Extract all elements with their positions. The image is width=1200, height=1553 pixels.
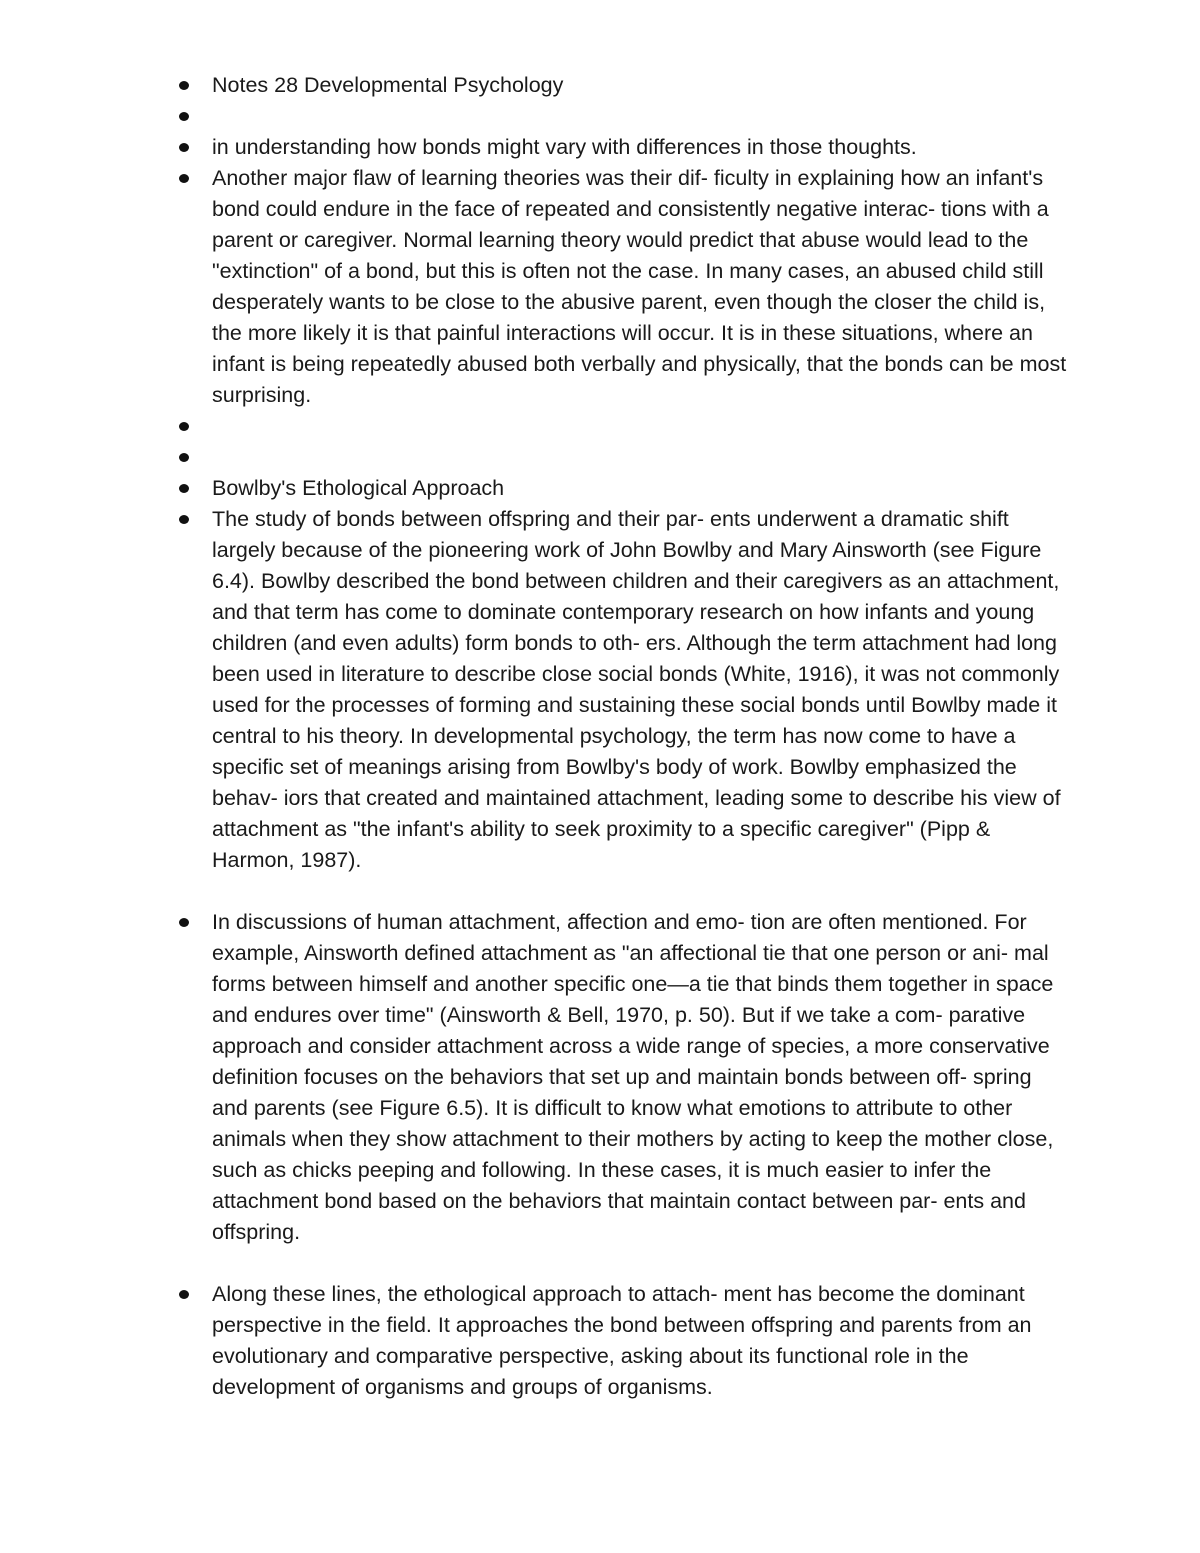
list-item [212, 163, 1072, 411]
list-item [212, 132, 1072, 163]
section-heading: Bowlby's Ethological Approach [212, 476, 505, 500]
bullet-icon [179, 143, 189, 152]
bullet-icon [179, 112, 189, 121]
list-item [212, 907, 1072, 1248]
bullet-icon [179, 453, 189, 462]
list-item-text: The study of bonds between offspring and their par- ents underwent a dramatic shift largely because of the pioneering work of John Bowlby and Mary Ainsworth (see Figure 6.4). Bowlby described the bond between children and their caregivers as an attachment, and that term has come to dominate contemporary research on how infants and young children (and even adults) form bonds to oth- ers. Although the term attachment had long been used in literature to describe close social bonds (White, 1916), it was not commonly used for the processes of forming and sustaining these social bonds until Bowlby made it central to his theory. In developmental psychology, the term has now come to have a specific set of meanings arising from Bowlby's body of work. Bowlby emphasized the behav- iors that created and maintained attachment, leading some to describe his view of attachment as "the infant's ability to seek proximity to a specific caregiver" (Pipp & Harmon, 1987). [212, 507, 1061, 872]
list-item [212, 411, 1072, 442]
notes-bullet-list [212, 70, 1072, 1403]
bullet-icon [179, 174, 189, 183]
list-item [212, 70, 1072, 101]
list-item [212, 101, 1072, 132]
bullet-icon [179, 422, 189, 431]
list-item-text: in understanding how bonds might vary with differences in those thoughts. [212, 135, 917, 159]
list-item-text: In discussions of human attachment, affection and emo- tion are often mentioned. For example, Ainsworth defined attachment as "an affectional tie that one person or ani- mal forms between himself and another specific one—a tie that binds them together in space and endures over time" (Ainsworth & Bell, 1970, p. 50). But if we take a com- parative approach and consider attachment across a wide range of species, a more conservative definition focuses on the behaviors that set up and maintain bonds between off- spring and parents (see Figure 6.5). It is difficult to know what emotions to attribute to other animals when they show attachment to their mothers by acting to keep the mother close, such as chicks peeping and following. In these cases, it is much easier to infer the attachment bond based on the behaviors that maintain contact between par- ents and offspring. [212, 910, 1054, 1244]
bullet-icon [179, 484, 189, 493]
list-item [212, 442, 1072, 473]
bullet-icon [179, 515, 189, 524]
section-heading-item [212, 473, 1072, 504]
list-item-text: Along these lines, the ethological approach to attach- ment has become the dominant perspective in the field. It approaches the bond between offspring and parents from an evolutionary and comparative perspective, asking about its functional role in the development of organisms and groups of organisms. [212, 1282, 1032, 1399]
list-item [212, 1279, 1072, 1403]
list-item-text: Notes 28 Developmental Psychology [212, 73, 564, 97]
list-item-text: Another major flaw of learning theories was their dif- ficulty in explaining how an infant's bond could endure in the face of repeated and consistently negative interac- tions with a parent or caregiver. Normal learning theory would predict that abuse would lead to the "extinction" of a bond, but this is often not the case. In many cases, an abused child still desperately wants to be close to the abusive parent, even though the closer the child is, the more likely it is that painful interactions will occur. It is in these situations, where an infant is being repeatedly abused both verbally and physically, that the bonds can be most surprising. [212, 166, 1067, 407]
bullet-icon [179, 918, 189, 927]
list-item [212, 504, 1072, 876]
bullet-icon [179, 81, 189, 90]
bullet-icon [179, 1290, 189, 1299]
